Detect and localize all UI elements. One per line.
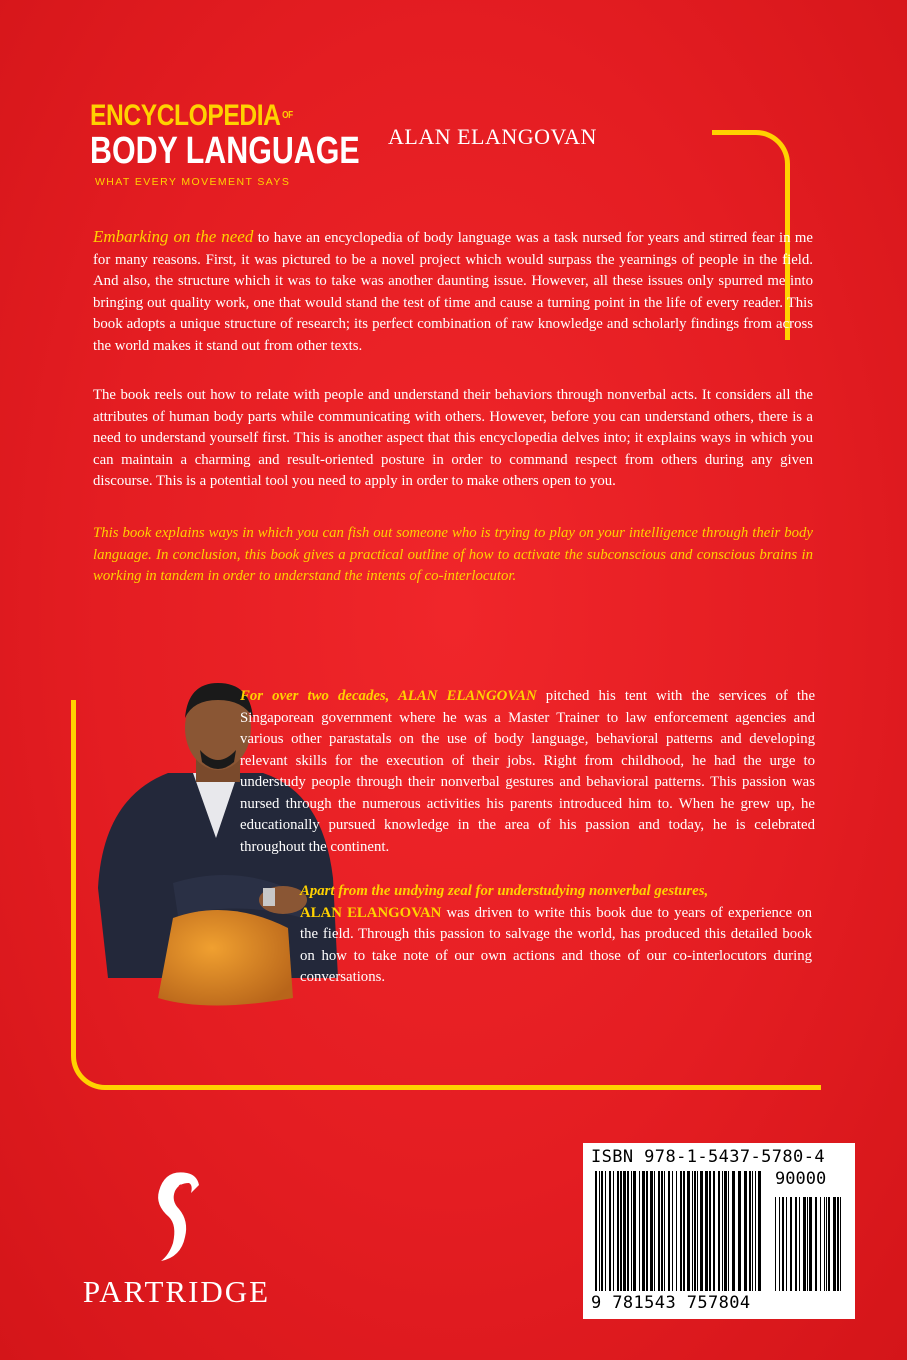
blurb-paragraph-3: This book explains ways in which you can fish out someone who is trying to play on your intelligence through their body language. In conclusion, this book gives a practical outline of how to activate the subconscious and conscious brains in working in tandem in order to understand the intents of co-interlocutor.	[93, 525, 813, 584]
parrot-icon	[147, 1165, 207, 1265]
tagline: WHAT EVERY MOVEMENT SAYS	[95, 176, 291, 188]
bio-author-name: ALAN ELANGOVAN	[300, 904, 442, 921]
barcode	[583, 1143, 855, 1319]
bio-lead: For over two decades, ALAN ELANGOVAN	[240, 688, 537, 704]
blurb-paragraph-1	[93, 226, 813, 357]
isbn-label: ISBN 978-1-5437-5780-4	[591, 1147, 825, 1167]
bio-text-2: was driven to write this book due to years of experience on the field. Through this passion to salvage the world, has produced this detailed book on how to take note of our own actions and those of our co-interlocutors during conversations.	[300, 904, 813, 985]
blurb-paragraph-2: The book reels out how to relate with people and understand their behaviors through nonverbal acts. It considers all the attributes of human body parts while communicating with others. However, before you can understand others, there is a need to understand yourself first. This is another aspect that this encyclopedia delves into; it explains ways in which you can maintain a charming and result-oriented posture in order to command respect from others during any given discourse. This is a potential tool you need to apply in order to make others open to you.	[93, 387, 813, 489]
bio-lead-2: Apart from the undying zeal for understudying nonverbal gestures,	[300, 883, 709, 899]
title-word: ENCYCLOPEDIA	[90, 99, 281, 132]
author-bio-paragraph-2	[300, 881, 812, 989]
author-bio-paragraph-1	[240, 686, 815, 858]
title-line-body-language: BODY LANGUAGE	[90, 130, 360, 172]
barcode-bars	[595, 1171, 845, 1293]
title-of: OF	[282, 110, 293, 121]
publisher-name: PARTRIDGE	[82, 1274, 271, 1309]
blurb-text: to have an encyclopedia of body language was a task nursed for years and stirred fear in me for many reasons. First, it was pictured to be a novel project which would surpass the yearnings of people in the field. And also, the structure which it was to take was another daunting issue. However, all these issues only spurred me into bringing out quality work, one that would stand the test of time and cause a turning point in the life of every reader. This book adopts a unique structure of research; its perfect combination of raw knowledge and scholarly findings from across the world makes it stand out from other texts.	[93, 230, 814, 354]
author-name: ALAN ELANGOVAN	[388, 124, 597, 149]
title-line-encyclopedia	[90, 100, 366, 132]
barcode-digits: 9 781543 757804	[591, 1293, 751, 1313]
price-code: 90000	[775, 1169, 827, 1189]
publisher-logo	[54, 1165, 299, 1310]
bio-text: pitched his tent with the services of the Singaporean government where he was a Master Trainer to law enforcement agencies and various other parastatals on the use of body language, behavioral patterns and developing relevant skills for the execution of their jobs. Right from childhood, he had the urge to understudy people through their nonverbal gestures and behavioral patterns. This passion was nursed through the numerous activities his parents introduced him to. When he grew up, he educationally pursued knowledge in the area of his passion and today, he is celebrated throughout the continent.	[240, 688, 816, 855]
title-logo	[90, 100, 427, 188]
blurb-lead: Embarking on the need	[93, 227, 254, 246]
